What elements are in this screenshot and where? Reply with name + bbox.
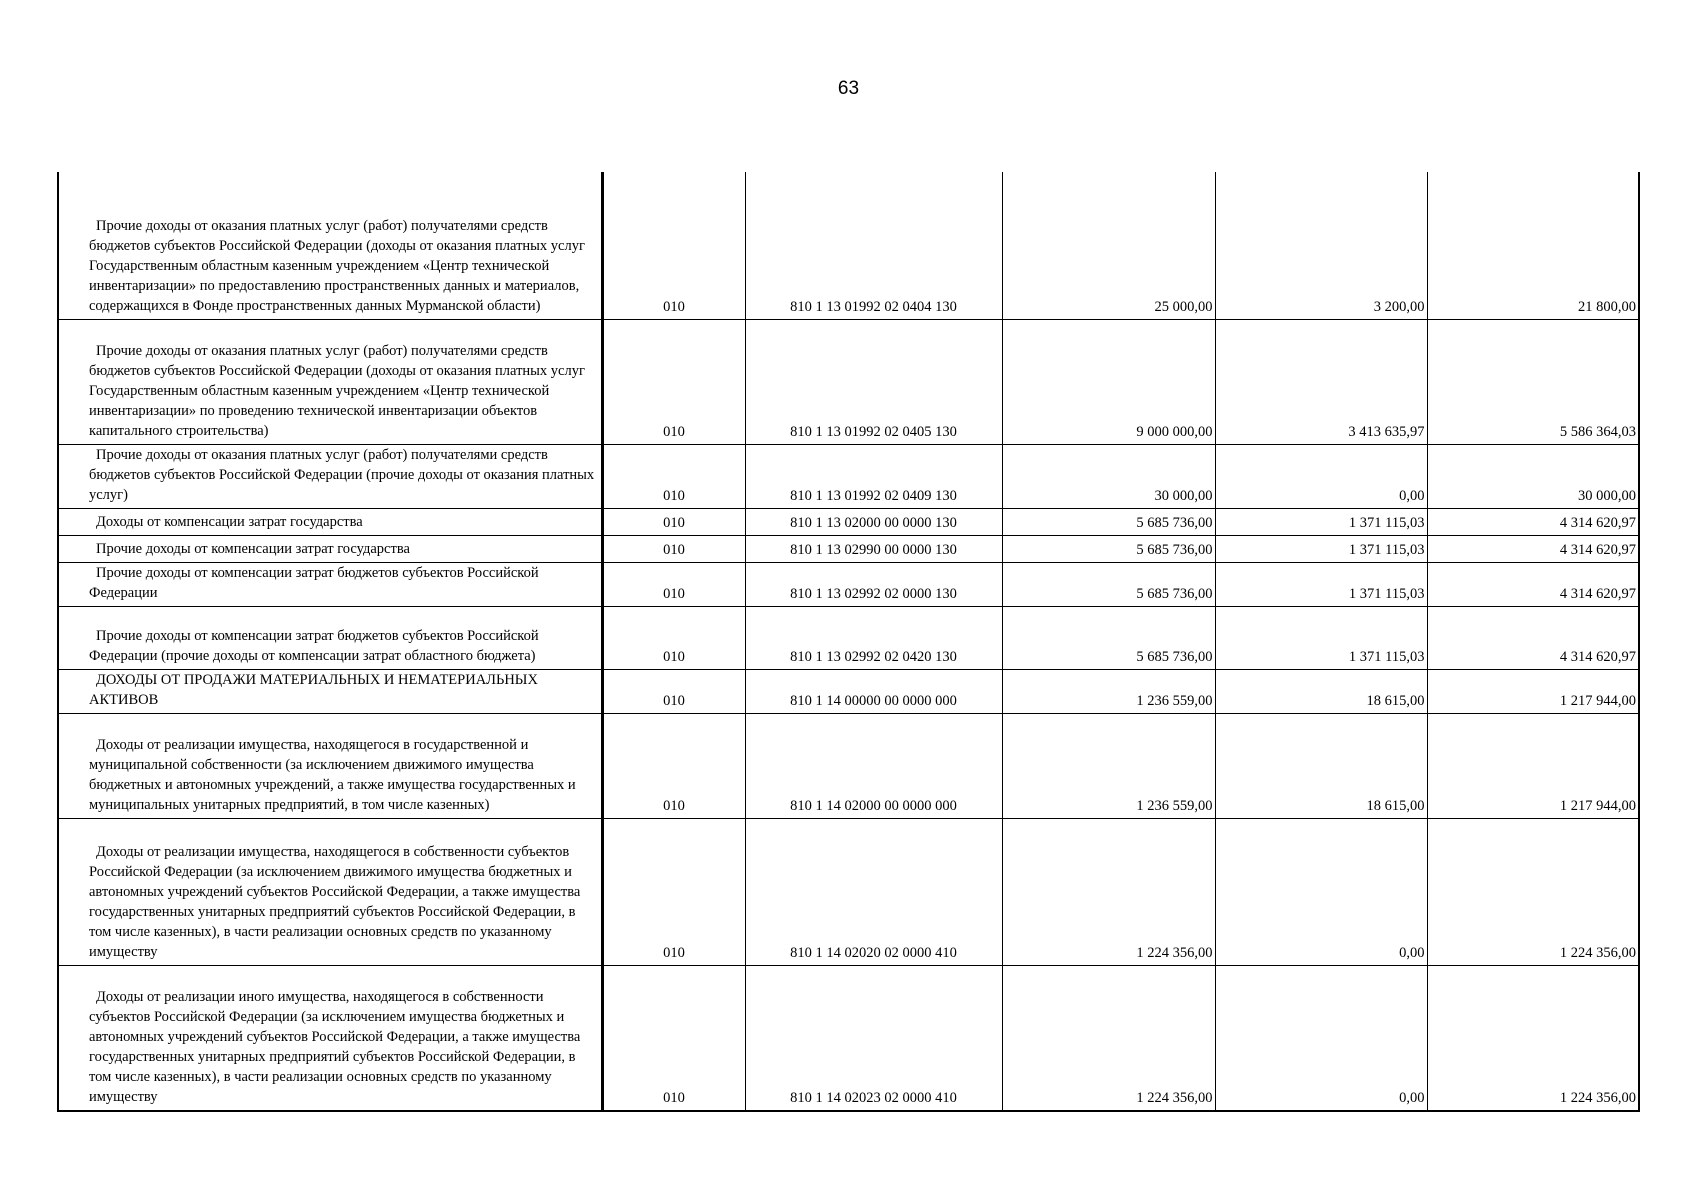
approved-amount-cell: 5 685 736,00	[1002, 562, 1215, 606]
line-code-cell: 010	[602, 508, 745, 535]
executed-amount-cell: 0,00	[1215, 818, 1427, 965]
page-number: 63	[837, 78, 860, 99]
executed-amount-cell: 1 371 115,03	[1215, 606, 1427, 669]
executed-amount-cell: 18 615,00	[1215, 713, 1427, 818]
unexecuted-amount-cell: 4 314 620,97	[1427, 562, 1639, 606]
approved-amount-cell: 5 685 736,00	[1002, 606, 1215, 669]
income-name-cell: Прочие доходы от оказания платных услуг (работ) получателями средств бюджетов субъектов Российской Федерации (доходы от оказания платных услуг Государственным областным казенным учреждением «Центр технической инвентаризации» по предоставлению пространственных данных и материалов, содержащихся в Фонде пространственных данных Мурманской области)	[58, 172, 602, 319]
approved-amount-cell: 1 224 356,00	[1002, 965, 1215, 1111]
table-row	[58, 444, 1639, 508]
approved-amount-cell: 5 685 736,00	[1002, 508, 1215, 535]
approved-amount-cell: 9 000 000,00	[1002, 319, 1215, 444]
budget-code-cell: 810 1 14 02000 00 0000 000	[745, 713, 1002, 818]
income-name-cell: Прочие доходы от оказания платных услуг (работ) получателями средств бюджетов субъектов Российской Федерации (прочие доходы от оказания платных услуг)	[58, 444, 602, 508]
budget-code-cell: 810 1 13 02990 00 0000 130	[745, 535, 1002, 562]
approved-amount-cell: 1 224 356,00	[1002, 818, 1215, 965]
approved-amount-cell: 25 000,00	[1002, 172, 1215, 319]
unexecuted-amount-cell: 4 314 620,97	[1427, 508, 1639, 535]
executed-amount-cell: 0,00	[1215, 444, 1427, 508]
table-row	[58, 562, 1639, 606]
line-code-cell: 010	[602, 818, 745, 965]
line-code-cell: 010	[602, 535, 745, 562]
budget-code-cell: 810 1 14 00000 00 0000 000	[745, 669, 1002, 713]
table-row	[58, 508, 1639, 535]
table-row	[58, 965, 1639, 1111]
approved-amount-cell: 1 236 559,00	[1002, 713, 1215, 818]
line-code-cell: 010	[602, 713, 745, 818]
unexecuted-amount-cell: 5 586 364,03	[1427, 319, 1639, 444]
line-code-cell: 010	[602, 965, 745, 1111]
line-code-cell: 010	[602, 669, 745, 713]
unexecuted-amount-cell: 1 217 944,00	[1427, 713, 1639, 818]
budget-code-cell: 810 1 13 02992 02 0000 130	[745, 562, 1002, 606]
unexecuted-amount-cell: 1 224 356,00	[1427, 965, 1639, 1111]
table-row	[58, 606, 1639, 669]
income-table	[57, 172, 1640, 1112]
budget-code-cell: 810 1 13 01992 02 0404 130	[745, 172, 1002, 319]
budget-code-cell: 810 1 13 02992 02 0420 130	[745, 606, 1002, 669]
line-code-cell: 010	[602, 606, 745, 669]
unexecuted-amount-cell: 30 000,00	[1427, 444, 1639, 508]
executed-amount-cell: 1 371 115,03	[1215, 535, 1427, 562]
table-row	[58, 713, 1639, 818]
unexecuted-amount-cell: 1 224 356,00	[1427, 818, 1639, 965]
unexecuted-amount-cell: 4 314 620,97	[1427, 535, 1639, 562]
income-name-cell: Доходы от реализации имущества, находящегося в государственной и муниципальной собственности (за исключением движимого имущества бюджетных и автономных учреждений, а также имущества государственных и муниципальных унитарных предприятий, в том числе казенных)	[58, 713, 602, 818]
income-name-cell: Прочие доходы от оказания платных услуг (работ) получателями средств бюджетов субъектов Российской Федерации (доходы от оказания платных услуг Государственным областным казенным учреждением «Центр технической инвентаризации» по проведению технической инвентаризации объектов капитального строительства)	[58, 319, 602, 444]
income-name-cell: Прочие доходы от компенсации затрат государства	[58, 535, 602, 562]
executed-amount-cell: 0,00	[1215, 965, 1427, 1111]
line-code-cell: 010	[602, 562, 745, 606]
unexecuted-amount-cell: 4 314 620,97	[1427, 606, 1639, 669]
income-name-cell: Прочие доходы от компенсации затрат бюджетов субъектов Российской Федерации	[58, 562, 602, 606]
approved-amount-cell: 5 685 736,00	[1002, 535, 1215, 562]
budget-code-cell: 810 1 13 01992 02 0409 130	[745, 444, 1002, 508]
line-code-cell: 010	[602, 172, 745, 319]
table-row	[58, 818, 1639, 965]
unexecuted-amount-cell: 21 800,00	[1427, 172, 1639, 319]
budget-code-cell: 810 1 14 02023 02 0000 410	[745, 965, 1002, 1111]
line-code-cell: 010	[602, 319, 745, 444]
executed-amount-cell: 3 413 635,97	[1215, 319, 1427, 444]
income-name-cell: Доходы от реализации имущества, находящегося в собственности субъектов Российской Федерации (за исключением движимого имущества бюджетных и автономных учреждений субъектов Российской Федерации, а также имущества государственных унитарных предприятий субъектов Российской Федерации, в том числе казенных), в части реализации основных средств по указанному имуществу	[58, 818, 602, 965]
approved-amount-cell: 1 236 559,00	[1002, 669, 1215, 713]
table-row	[58, 319, 1639, 444]
income-name-cell: ДОХОДЫ ОТ ПРОДАЖИ МАТЕРИАЛЬНЫХ И НЕМАТЕРИАЛЬНЫХ АКТИВОВ	[58, 669, 602, 713]
unexecuted-amount-cell: 1 217 944,00	[1427, 669, 1639, 713]
executed-amount-cell: 3 200,00	[1215, 172, 1427, 319]
table-row	[58, 535, 1639, 562]
executed-amount-cell: 18 615,00	[1215, 669, 1427, 713]
income-name-cell: Доходы от компенсации затрат государства	[58, 508, 602, 535]
table-row	[58, 172, 1639, 319]
income-name-cell: Доходы от реализации иного имущества, находящегося в собственности субъектов Российской Федерации (за исключением имущества бюджетных и автономных учреждений субъектов Российской Федерации, а также имущества государственных унитарных предприятий субъектов Российской Федерации, в том числе казенных), в части реализации основных средств по указанному имуществу	[58, 965, 602, 1111]
executed-amount-cell: 1 371 115,03	[1215, 562, 1427, 606]
table-row	[58, 669, 1639, 713]
budget-code-cell: 810 1 13 02000 00 0000 130	[745, 508, 1002, 535]
budget-code-cell: 810 1 14 02020 02 0000 410	[745, 818, 1002, 965]
executed-amount-cell: 1 371 115,03	[1215, 508, 1427, 535]
approved-amount-cell: 30 000,00	[1002, 444, 1215, 508]
line-code-cell: 010	[602, 444, 745, 508]
income-name-cell: Прочие доходы от компенсации затрат бюджетов субъектов Российской Федерации (прочие доходы от компенсации затрат областного бюджета)	[58, 606, 602, 669]
budget-code-cell: 810 1 13 01992 02 0405 130	[745, 319, 1002, 444]
